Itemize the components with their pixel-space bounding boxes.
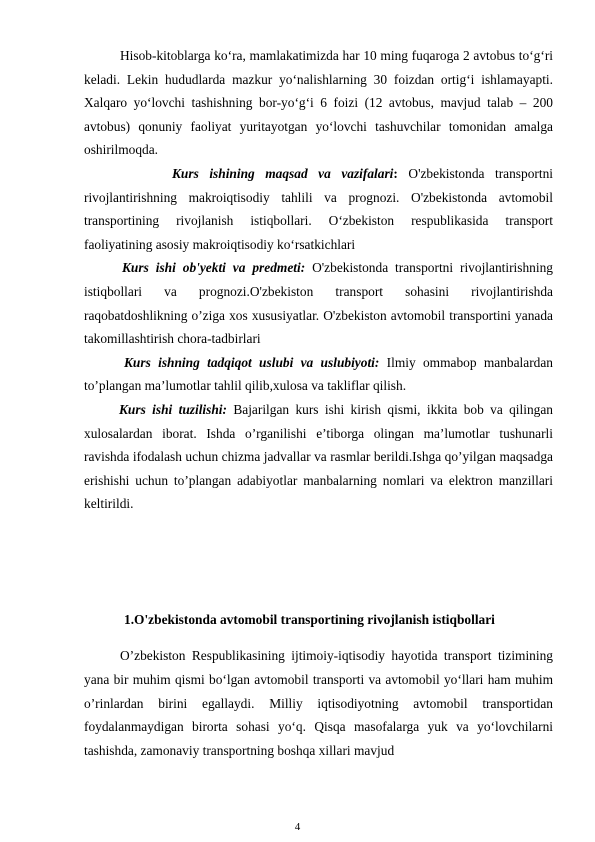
paragraph-goals	[84, 162, 553, 256]
page-content	[84, 44, 553, 762]
page-number: 4	[294, 821, 301, 833]
method-text: Ilmiy ommabop manbalardan to’plangan ma’lumotlar tahlil qilib,xulosa va takliflar qilish.	[84, 354, 553, 394]
paragraph-structure	[84, 398, 553, 516]
paragraph-section-body: O’zbekiston Respublikasining ijtimoiy-iqtisodiy hayotida transport tizimining yana bir muhim qismi bo‘lgan avtomobil transporti va avtomobil yo‘llari ham muhim o’rinlardan birini egallaydi. Milliy iqtisodiyotning avtomobil transportidan foydalanmaydigan birorta sohasi yo‘q. Qisqa masofalarga yuk va yo‘lovchilarni tashishda, zamonaviy transportning boshqa xillari mavjud	[84, 648, 553, 758]
method-label: Kurs ishning tadqiqot uslubi va uslubiyoti:	[124, 354, 380, 370]
goals-text: O'zbekistonda transportni rivojlantirishning makroiqtisodiy tahlili va prognozi. O'zbekistonda avtomobil transportining rivojlanish istiqbollari. O‘zbekiston respublikasida transport faoliyatining asosiy makroiqtisodiy ko‘rsatkichlari	[84, 165, 553, 252]
object-text: O'zbekistonda transportni rivojlantirishning istiqbollari va prognozi.O'zbekiston transport sohasini rivojlantirishda raqobatdoshlikning o’ziga xos xususiyatlar. O'zbekiston avtomobil transportini yanada takomillashtirish chora-tadbirlari	[84, 260, 553, 347]
paragraph-object	[84, 256, 553, 350]
section-heading: 1.O'zbekistonda avtomobil transportining rivojlanish istiqbollari	[124, 611, 495, 627]
goals-label: Kurs ishining maqsad va vazifalari	[172, 165, 394, 181]
paragraph-intro: Hisob-kitoblarga ko‘ra, mamlakatimizda har 10 ming fuqaroga 2 avtobus to‘g‘ri keladi. Lekin hududlarda mazkur yo‘nalishlarning 30 foizdan ortig‘i ishlamayapti. Xalqaro yo‘lovchi tashishning bor-yo‘g‘i 6 foizi (12 avtobus, mavjud talab – 200 avtobus) qonuniy faoliyat yuritayotgan yo‘lovchi tashuvchilar tomonidan amalga oshirilmoqda.	[84, 48, 553, 158]
object-label: Kurs ishi ob'yekti va predmeti:	[122, 260, 306, 276]
structure-text: Bajarilgan kurs ishi kirish qismi, ikkita bob va qilingan xulosalardan iborat. Ishda o’rganilishi e’tiborga olingan ma’lumotlar tushunarli ravishda ifodalash uchun chizma jadvallar va rasmlar berildi.Ishga qo’yilgan maqsadga erishishi uchun to’plangan adabiyotlar manbalarning nomlari va elektron manzillari keltirildi.	[84, 401, 553, 512]
goals-colon: :	[393, 165, 398, 181]
paragraph-method	[84, 351, 553, 398]
structure-label: Kurs ishi tuzilishi:	[119, 401, 227, 417]
